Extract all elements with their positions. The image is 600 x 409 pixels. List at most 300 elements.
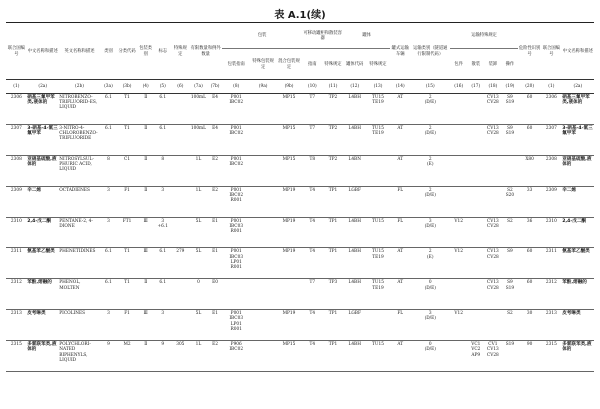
cell-vehicle: AT: [390, 248, 411, 279]
column-index: (5): [154, 80, 172, 94]
column-index-row: [6, 80, 594, 94]
cell-limited-qty: 100mL: [189, 124, 208, 155]
cell-tank-instr: T4: [302, 217, 323, 248]
cell-class: 6.1: [100, 279, 117, 310]
cell-rt-special: [366, 186, 390, 217]
cell-hazard-id: 30: [518, 310, 541, 341]
cell-rt-special: [366, 310, 390, 341]
table-row: [6, 310, 594, 341]
cell-special: [172, 94, 190, 125]
cell-label: 6.1: [154, 248, 172, 279]
header-st-loading: 装卸: [488, 61, 498, 67]
cell-cn-name-2: 3-硝基-4-氯三氟甲苯: [562, 124, 594, 155]
cell-un-no: 2311: [6, 248, 27, 279]
column-index: (4): [137, 80, 154, 94]
cell-st-loading: CV13 CV28: [484, 248, 502, 279]
cell-mixed-pkg: MP15: [276, 124, 302, 155]
header-limited-qty: 有限数量和例外数量: [189, 23, 222, 80]
column-index: (9b): [276, 80, 302, 94]
cell-pkg-group: Ⅲ: [137, 248, 154, 279]
cell-pkg-group: Ⅲ: [137, 310, 154, 341]
column-index: (15): [411, 80, 450, 94]
cell-excepted-qty: E1: [208, 248, 223, 279]
cell-en-name: PHENOL, MOLTEN: [59, 279, 100, 310]
header-label: 标志: [154, 23, 172, 80]
cell-cn-name-2: 硝基三氟甲苯类,液体的: [562, 94, 594, 125]
cell-un-no-2: 2308: [541, 155, 562, 186]
cell-mixed-pkg: MP19: [276, 217, 302, 248]
cell-pkg-special: [250, 186, 276, 217]
cell-st-loading: [484, 186, 502, 217]
cell-st-loading: [484, 310, 502, 341]
header-road-tank: 罐体: [343, 23, 390, 49]
cell-pkg-instr: P001 IBC03 LP01 R001: [222, 310, 250, 341]
cell-pkg-instr: P001 IBC02: [222, 124, 250, 155]
cell-label: 9: [154, 341, 172, 372]
cell-hazard-id: 60: [518, 124, 541, 155]
cell-tank-special: TP1: [323, 217, 344, 248]
cell-st-package: [450, 279, 468, 310]
cell-st-bulk: VC1 VC2 AP9: [468, 341, 485, 372]
cell-class: 6.1: [100, 94, 117, 125]
cell-mixed-pkg: MP15: [276, 94, 302, 125]
cell-class: 9: [100, 341, 117, 372]
cell-un-no: 2310: [6, 217, 27, 248]
cell-pkg-group: Ⅲ: [137, 217, 154, 248]
cell-limited-qty: 5L: [189, 310, 208, 341]
cell-tank-instr: T8: [302, 155, 323, 186]
cell-excepted-qty: E1: [208, 217, 223, 248]
cell-tank-special: TP1: [323, 310, 344, 341]
column-index: (18): [484, 80, 502, 94]
column-index: (2a): [27, 80, 59, 94]
header-packaging: 包装: [222, 23, 302, 49]
cell-en-name: NITROBENZO-TRIFLUORID-ES, LIQUID: [59, 94, 100, 125]
cell-pkg-special: [250, 155, 276, 186]
cell-hazard-id: 60: [518, 248, 541, 279]
cell-st-operation: S9 S19: [502, 279, 519, 310]
cell-cn-name-2: 亚硝基硫酸,液体的: [562, 155, 594, 186]
cell-st-package: V12: [450, 310, 468, 341]
column-index: (13): [366, 80, 390, 94]
cell-cn-name: 氨基苯乙醚类: [27, 248, 59, 279]
cell-st-loading: CV13 CV28: [484, 279, 502, 310]
cell-pkg-instr: P001 IBC02: [222, 94, 250, 125]
cell-cn-name: 苯酚,熔融的: [27, 279, 59, 310]
table-title: 表 A.1(续): [274, 10, 326, 21]
cell-transport-cat: 2 (D/E): [411, 186, 450, 217]
cell-pkg-instr: P001 IBC03 R001: [222, 217, 250, 248]
header-pkg-instr: 包装指南: [227, 61, 245, 67]
column-index: (1): [6, 80, 27, 94]
cell-cn-name: 2,4-戊二酮: [27, 217, 59, 248]
cell-limited-qty: 0: [189, 279, 208, 310]
cell-un-no: 2312: [6, 279, 27, 310]
header-pkg-group: 包装类别: [137, 23, 154, 80]
cell-limited-qty: 1L: [189, 341, 208, 372]
cell-en-name: PENTANE-2, 4-DIONE: [59, 217, 100, 248]
cell-rt-special: TU15 TE19: [366, 94, 390, 125]
cell-limited-qty: 100mL: [189, 94, 208, 125]
column-index: (17): [468, 80, 485, 94]
cell-rt-code: L4BH: [343, 94, 366, 125]
column-index: (2b): [59, 80, 100, 94]
cell-st-operation: S9: [502, 248, 519, 279]
cell-en-name: OCTADIENES: [59, 186, 100, 217]
column-index: (9a): [250, 80, 276, 94]
cell-excepted-qty: E1: [208, 310, 223, 341]
header-special-transport: 运输特殊规定: [450, 23, 518, 49]
cell-vehicle: AT: [390, 155, 411, 186]
cell-un-no: 2309: [6, 186, 27, 217]
cell-pkg-special: [250, 124, 276, 155]
table-body: [6, 94, 594, 372]
column-index: (3b): [117, 80, 138, 94]
cell-class-code: T1: [117, 124, 138, 155]
cell-pkg-instr: P906 IBC02: [222, 341, 250, 372]
cell-transport-cat: 2 (D/E): [411, 94, 450, 125]
cell-cn-name: 辛二烯: [27, 186, 59, 217]
column-index: (19): [502, 80, 519, 94]
cell-pkg-special: [250, 94, 276, 125]
cell-transport-cat: 2 (E): [411, 155, 450, 186]
column-index: (11): [323, 80, 344, 94]
table-row: [6, 155, 594, 186]
cell-st-package: V12: [450, 217, 468, 248]
cell-mixed-pkg: MP19: [276, 186, 302, 217]
cell-label: 3: [154, 186, 172, 217]
cell-st-package: [450, 155, 468, 186]
column-index: (3a): [100, 80, 117, 94]
cell-hazard-id: 33: [518, 186, 541, 217]
cell-st-operation: S2: [502, 310, 519, 341]
cell-special: [172, 310, 190, 341]
cell-label: 6.1: [154, 279, 172, 310]
cell-excepted-qty: E0: [208, 279, 223, 310]
cell-class-code: C1: [117, 155, 138, 186]
cell-un-no: 2307: [6, 124, 27, 155]
cell-st-bulk: [468, 310, 485, 341]
header-mixed-pkg: 混合包装规定: [278, 59, 300, 70]
header-rt-code: 罐体代码: [346, 61, 364, 67]
cell-rt-code: L4BH: [343, 279, 366, 310]
cell-special: 279: [172, 248, 190, 279]
header-special: 特殊规定: [172, 23, 190, 80]
cell-transport-cat: 2 (D/E): [411, 124, 450, 155]
cell-rt-code: L4BN: [343, 155, 366, 186]
header-portable-tank: 可移动罐柜和散装容器: [302, 23, 343, 49]
cell-en-name: NITROSYLSUL-PHURIC ACID, LIQUID: [59, 155, 100, 186]
cell-tank-instr: T4: [302, 310, 323, 341]
cell-mixed-pkg: [276, 279, 302, 310]
header-st-package: 包件: [454, 61, 464, 67]
cell-pkg-group: Ⅱ: [137, 94, 154, 125]
cell-label: 3: [154, 310, 172, 341]
cell-hazard-id: X80: [518, 155, 541, 186]
cell-tank-instr: T7: [302, 94, 323, 125]
cell-en-name: PICOLINES: [59, 310, 100, 341]
column-index: (6): [172, 80, 190, 94]
header-vehicle: 罐式运输车辆: [390, 23, 411, 80]
cell-en-name: 3-NITRO-4-CHLOROBENZO-TRIFLUORIDE: [59, 124, 100, 155]
cell-vehicle: FL: [390, 310, 411, 341]
cell-excepted-qty: E4: [208, 124, 223, 155]
table-row: [6, 124, 594, 155]
cell-label: 3 +6.1: [154, 217, 172, 248]
cell-st-package: [450, 94, 468, 125]
cell-tank-instr: T7: [302, 124, 323, 155]
cell-limited-qty: 5L: [189, 217, 208, 248]
cell-limited-qty: 1L: [189, 155, 208, 186]
cell-transport-cat: 2 (E): [411, 248, 450, 279]
cell-pkg-special: [250, 217, 276, 248]
cell-pkg-group: Ⅱ: [137, 124, 154, 155]
cell-pkg-instr: [222, 279, 250, 310]
cell-un-no-2: 2309: [541, 186, 562, 217]
header-tank-instr: 指南: [308, 61, 317, 67]
cell-tank-special: TP2: [323, 94, 344, 125]
cell-rt-code: L4BH: [343, 341, 366, 372]
table-row: [6, 341, 594, 372]
cell-class-code: F1: [117, 310, 138, 341]
cell-limited-qty: 1L: [189, 186, 208, 217]
cell-class-code: M2: [117, 341, 138, 372]
cell-pkg-special: [250, 341, 276, 372]
header-un-no: 联合国编号: [6, 23, 27, 80]
header-un-no-2: 联合国编号: [541, 23, 562, 80]
cell-st-operation: S2 S20: [502, 186, 519, 217]
cell-mixed-pkg: MP15: [276, 155, 302, 186]
cell-rt-special: [366, 155, 390, 186]
column-index: (7b): [208, 80, 223, 94]
table-row: [6, 217, 594, 248]
cell-mixed-pkg: MP15: [276, 341, 302, 372]
column-index: (2a): [562, 80, 594, 94]
header-pkg-special: 特殊包装规定: [252, 59, 274, 70]
header-class: 类别: [100, 23, 117, 80]
cell-st-bulk: [468, 248, 485, 279]
cell-rt-code: LGBF: [343, 310, 366, 341]
table-row: [6, 248, 594, 279]
cell-rt-special: TU15 TE19: [366, 279, 390, 310]
cell-un-no: 2313: [6, 310, 27, 341]
table-row: [6, 186, 594, 217]
cell-special: [172, 279, 190, 310]
column-index: (10): [302, 80, 323, 94]
cell-tank-special: TP1: [323, 186, 344, 217]
header-st-operation: 操作: [505, 61, 515, 67]
cell-st-package: [450, 124, 468, 155]
cell-tank-instr: T4: [302, 186, 323, 217]
cell-mixed-pkg: MP19: [276, 310, 302, 341]
cell-label: 6.1: [154, 94, 172, 125]
cell-un-no-2: 2306: [541, 94, 562, 125]
cell-st-loading: [484, 155, 502, 186]
cell-cn-name-2: 2,4-戊二酮: [562, 217, 594, 248]
cell-st-package: [450, 186, 468, 217]
column-index: (14): [390, 80, 411, 94]
table-row: [6, 279, 594, 310]
cell-vehicle: AT: [390, 341, 411, 372]
cell-class-code: T1: [117, 94, 138, 125]
cell-transport-cat: 3 (D/E): [411, 217, 450, 248]
cell-st-bulk: [468, 279, 485, 310]
cell-class-code: F1: [117, 186, 138, 217]
cell-pkg-instr: P001 IBC02: [222, 155, 250, 186]
cell-un-no: 2306: [6, 94, 27, 125]
cell-st-loading: CV1 CV13 CV28: [484, 341, 502, 372]
header-transport-cat: 运输类别（隧道通行限制代码）: [411, 23, 450, 80]
column-index: (20): [518, 80, 541, 94]
header-hazard-id: 危险性识别号: [518, 23, 541, 80]
cell-pkg-group: Ⅱ: [137, 155, 154, 186]
cell-un-no-2: 2312: [541, 279, 562, 310]
cell-st-operation: S2: [502, 217, 519, 248]
cell-special: [172, 155, 190, 186]
header-cn-name: 中文名称和描述: [27, 23, 59, 80]
cell-st-bulk: [468, 155, 485, 186]
cell-cn-name: 3-硝基-4-氯三氟甲苯: [27, 124, 59, 155]
cell-st-operation: S9 S19: [502, 94, 519, 125]
cell-limited-qty: 5L: [189, 248, 208, 279]
cell-tank-special: TP2: [323, 155, 344, 186]
cell-vehicle: FL: [390, 186, 411, 217]
cell-vehicle: AT: [390, 279, 411, 310]
column-index: (7a): [189, 80, 208, 94]
cell-st-loading: CV13 CV28: [484, 94, 502, 125]
cell-cn-name-2: 皮考啉类: [562, 310, 594, 341]
header-class-code: 分类代码: [117, 23, 138, 80]
header-st-bulk: 散装: [471, 61, 481, 67]
cell-cn-name: 皮考啉类: [27, 310, 59, 341]
cell-st-loading: CV13 CV28: [484, 124, 502, 155]
cell-hazard-id: 60: [518, 279, 541, 310]
cell-rt-code: L4BH: [343, 124, 366, 155]
cell-class-code: T1: [117, 248, 138, 279]
cell-tank-special: TP3: [323, 279, 344, 310]
cell-rt-special: TU15 TE19: [366, 124, 390, 155]
cell-st-bulk: [468, 94, 485, 125]
cell-cn-name-2: 苯酚,熔融的: [562, 279, 594, 310]
cell-tank-instr: T7: [302, 279, 323, 310]
cell-un-no-2: 2307: [541, 124, 562, 155]
cell-excepted-qty: E2: [208, 186, 223, 217]
cell-st-bulk: [468, 217, 485, 248]
cell-class: 3: [100, 186, 117, 217]
cell-cn-name-2: 氨基苯乙醚类: [562, 248, 594, 279]
cell-hazard-id: 90: [518, 341, 541, 372]
table-row: [6, 94, 594, 125]
cell-cn-name: 亚硝基硫酸,液体的: [27, 155, 59, 186]
cell-rt-code: LGBF: [343, 186, 366, 217]
cell-label: 8: [154, 155, 172, 186]
cell-st-operation: S19: [502, 341, 519, 372]
cell-class: 3: [100, 310, 117, 341]
cell-class-code: T1: [117, 279, 138, 310]
cell-special: [172, 217, 190, 248]
cell-tank-special: TP2: [323, 124, 344, 155]
cell-en-name: PHENETIDINES: [59, 248, 100, 279]
cell-st-bulk: [468, 124, 485, 155]
cell-pkg-instr: P001 IBC02 R001: [222, 186, 250, 217]
column-index: (16): [450, 80, 468, 94]
cell-rt-special: TU15: [366, 341, 390, 372]
cell-pkg-group: Ⅱ: [137, 279, 154, 310]
cell-rt-special: TU15: [366, 217, 390, 248]
header-en-name: 英文名称和描述: [59, 23, 100, 80]
cell-transport-cat: 0 (D/E): [411, 341, 450, 372]
dangerous-goods-table: [6, 22, 594, 372]
cell-rt-code: L4BH: [343, 217, 366, 248]
cell-un-no: 2308: [6, 155, 27, 186]
cell-st-package: V12: [450, 248, 468, 279]
cell-cn-name: 多氯联苯类,液体的: [27, 341, 59, 372]
header-rt-special: 特殊规定: [369, 61, 387, 67]
cell-class: 6.1: [100, 248, 117, 279]
cell-label: 6.1: [154, 124, 172, 155]
cell-special: [172, 186, 190, 217]
cell-pkg-group: Ⅱ: [137, 186, 154, 217]
cell-vehicle: AT: [390, 124, 411, 155]
cell-tank-instr: T4: [302, 341, 323, 372]
cell-mixed-pkg: MP19: [276, 248, 302, 279]
cell-pkg-special: [250, 310, 276, 341]
cell-un-no-2: 2310: [541, 217, 562, 248]
cell-pkg-special: [250, 248, 276, 279]
cell-un-no-2: 2313: [541, 310, 562, 341]
cell-tank-special: TP1: [323, 341, 344, 372]
cell-un-no: 2315: [6, 341, 27, 372]
cell-pkg-instr: P001 IBC03 LP01 R001: [222, 248, 250, 279]
cell-hazard-id: 36: [518, 217, 541, 248]
cell-class: 8: [100, 155, 117, 186]
column-index: (1): [541, 80, 562, 94]
cell-cn-name-2: 辛二烯: [562, 186, 594, 217]
cell-class: 6.1: [100, 124, 117, 155]
cell-un-no-2: 2315: [541, 341, 562, 372]
cell-excepted-qty: E2: [208, 341, 223, 372]
cell-st-package: [450, 341, 468, 372]
cell-st-operation: [502, 155, 519, 186]
cell-pkg-special: [250, 279, 276, 310]
cell-class-code: FT1: [117, 217, 138, 248]
cell-transport-cat: 0 (D/E): [411, 279, 450, 310]
cell-cn-name: 硝基三氟甲苯类,液体的: [27, 94, 59, 125]
cell-pkg-group: Ⅱ: [137, 341, 154, 372]
cell-un-no-2: 2311: [541, 248, 562, 279]
cell-class: 3: [100, 217, 117, 248]
cell-cn-name-2: 多氯联苯类,液体的: [562, 341, 594, 372]
cell-st-loading: CV13 CV28: [484, 217, 502, 248]
header-tank-special: 特殊规定: [324, 61, 342, 67]
cell-en-name: POLYCHLORI-NATED BIPHENYLS, LIQUID: [59, 341, 100, 372]
cell-excepted-qty: E4: [208, 94, 223, 125]
cell-rt-special: TU15 TE19: [366, 248, 390, 279]
cell-excepted-qty: E2: [208, 155, 223, 186]
cell-tank-special: TP1: [323, 248, 344, 279]
cell-vehicle: AT: [390, 94, 411, 125]
cell-tank-instr: T4: [302, 248, 323, 279]
header-cn-name-2: 中文名称和描述: [562, 23, 594, 80]
cell-rt-code: L4BH: [343, 248, 366, 279]
cell-transport-cat: 3 (D/E): [411, 310, 450, 341]
cell-vehicle: FL: [390, 217, 411, 248]
column-index: (8): [222, 80, 250, 94]
cell-st-bulk: [468, 186, 485, 217]
column-index: (12): [343, 80, 366, 94]
cell-special: 305: [172, 341, 190, 372]
cell-special: [172, 124, 190, 155]
